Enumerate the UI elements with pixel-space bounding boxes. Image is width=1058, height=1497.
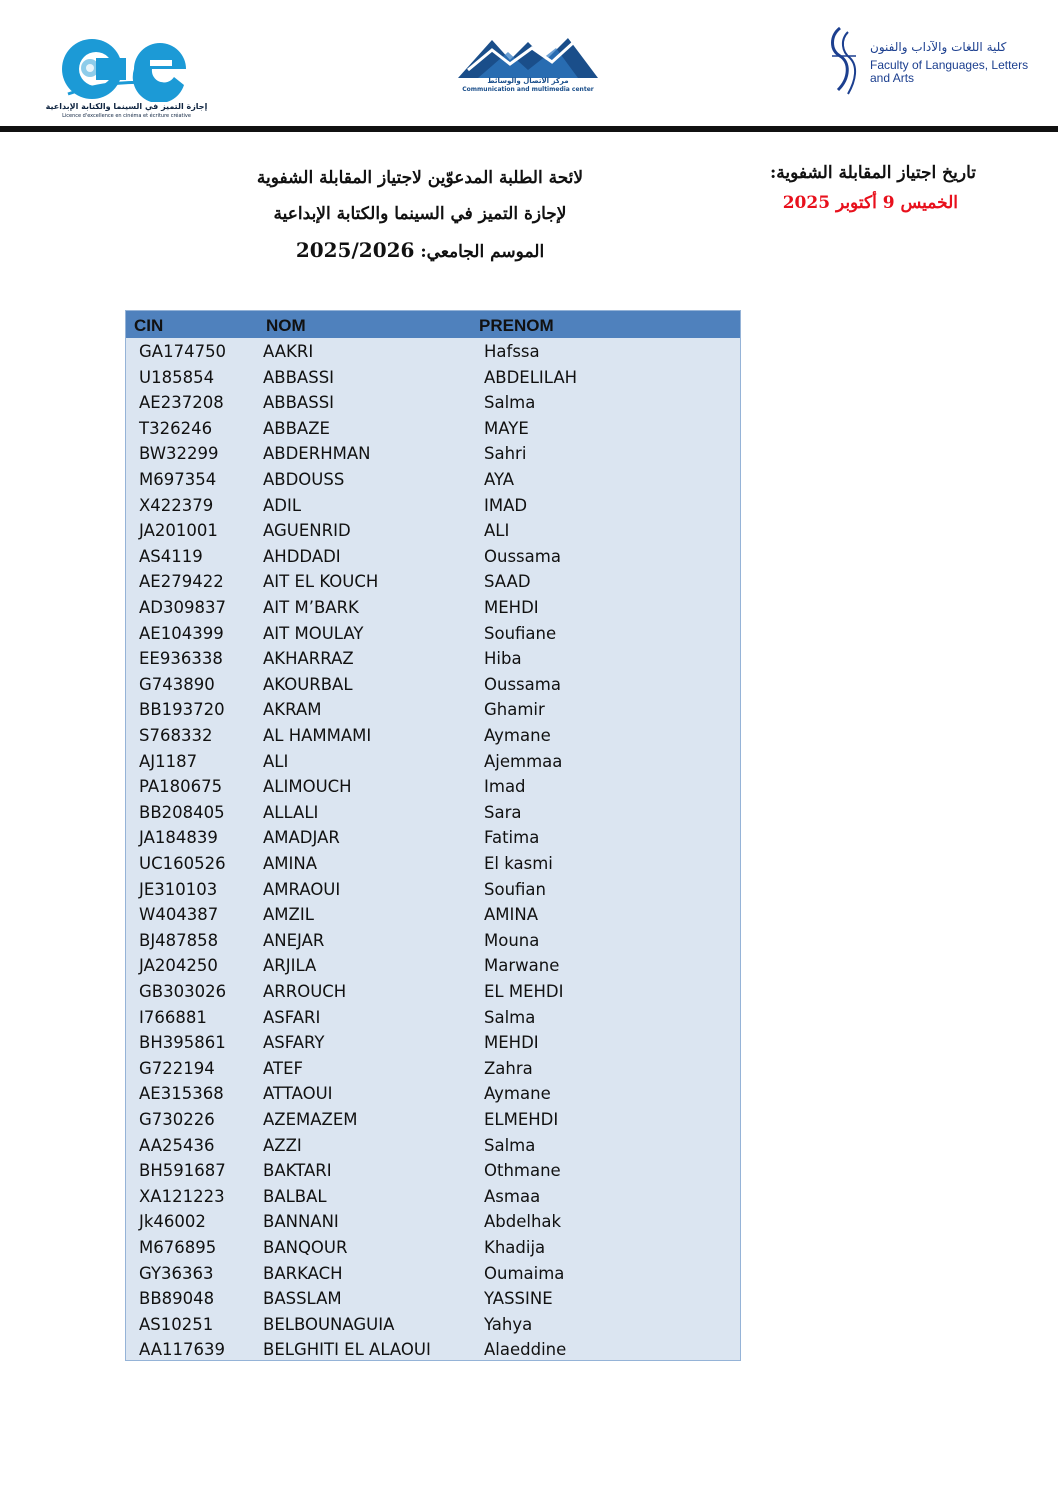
cell-nom: BANNANI: [263, 1212, 339, 1232]
cell-prenom: ABDELILAH: [484, 367, 578, 387]
cell-cin: W404387: [139, 905, 219, 925]
cell-nom: AL HAMMAMI: [263, 726, 372, 745]
table-row: [126, 621, 740, 647]
cell-cin: X422379: [139, 495, 214, 515]
cell-cin: PA180675: [139, 777, 223, 797]
cell-cin: EE936338: [139, 649, 223, 669]
cell-cin: AA117639: [139, 1340, 226, 1360]
cell-cin: AE279422: [139, 572, 224, 592]
cell-prenom: Sara: [484, 802, 522, 822]
document-title: [200, 160, 640, 268]
cell-nom: ARROUCH: [263, 982, 347, 1001]
cell-nom: BANQOUR: [263, 1238, 348, 1257]
cell-prenom: Zahra: [484, 1058, 533, 1078]
cell-prenom: ELMEHDI: [484, 1110, 559, 1129]
table-row: [126, 953, 740, 979]
table-row: [126, 723, 740, 749]
cell-nom: BARKACH: [263, 1263, 343, 1283]
cell-nom: AMADJAR: [263, 828, 340, 848]
cell-cin: BH395861: [139, 1033, 226, 1053]
cell-nom: ABBASSI: [263, 393, 335, 413]
cell-cin: M697354: [139, 470, 217, 489]
table-row: [126, 774, 740, 800]
communication-center-logo: [448, 34, 608, 104]
cell-nom: BELGHITI EL ALAOUI: [263, 1340, 431, 1360]
cell-prenom: Aymane: [484, 726, 551, 745]
cell-prenom: Soufian: [484, 879, 546, 899]
cell-cin: JE310103: [139, 879, 218, 899]
cell-nom: ASFARY: [263, 1033, 325, 1053]
cell-cin: AA25436: [139, 1135, 215, 1155]
cell-nom: AMRAOUI: [263, 879, 341, 899]
table-row: [126, 390, 740, 416]
table-row: [126, 800, 740, 826]
cell-cin: AS4119: [139, 546, 203, 566]
cell-cin: Jk46002: [139, 1212, 206, 1232]
cell-cin: BB208405: [139, 802, 225, 822]
cell-prenom: SAAD: [484, 572, 531, 592]
cell-cin: I766881: [139, 1007, 207, 1027]
cell-nom: ADIL: [263, 495, 302, 515]
cell-nom: AHDDADI: [263, 546, 341, 566]
cell-nom: ABBASSI: [263, 367, 335, 387]
communication-center-caption-en: Communication and multimedia center: [462, 86, 594, 93]
communication-center-caption-ar: مركز الاتصال والوسائط: [487, 77, 569, 85]
faculty-name-en-line1: Faculty of Languages, Letters: [870, 58, 1029, 72]
table-row: [126, 595, 740, 621]
cell-nom: ANEJAR: [263, 930, 325, 950]
ce-logo-caption-fr: Licence d'excellence en cinéma et écriture créative: [62, 113, 191, 119]
academic-year-label: الموسم الجامعي:: [420, 242, 545, 262]
table-row: [126, 1235, 740, 1261]
table-row: [126, 979, 740, 1005]
title-line-3: [200, 232, 640, 268]
table-row: [126, 646, 740, 672]
cell-cin: JA201001: [139, 521, 218, 541]
cell-nom: AMZIL: [263, 905, 314, 925]
cell-cin: G743890: [139, 674, 215, 694]
table-row: [126, 749, 740, 775]
cell-prenom: Fatima: [484, 828, 540, 848]
cell-prenom: AMINA: [484, 905, 539, 925]
cell-cin: G722194: [139, 1058, 215, 1078]
cell-prenom: El kasmi: [484, 854, 553, 873]
ce-logo-caption-ar: إجازة التميز في السينما والكتابة الإبداعية: [45, 102, 208, 111]
exam-date-block: [740, 158, 976, 218]
cell-prenom: Othmane: [484, 1161, 561, 1181]
mountain-logo-icon: [448, 34, 608, 78]
exam-date-label: تاريخ اجتياز المقابلة الشفوية:: [769, 163, 976, 183]
cell-prenom: Sahri: [484, 444, 527, 464]
cell-prenom: MEHDI: [484, 1033, 539, 1053]
column-header-nom: NOM: [266, 316, 306, 335]
cell-cin: GY36363: [139, 1263, 214, 1283]
table-header: [126, 311, 740, 338]
cell-nom: AGUENRID: [263, 521, 351, 541]
cell-nom: BELBOUNAGUIA: [263, 1314, 395, 1334]
cell-prenom: Oussama: [484, 674, 561, 694]
cell-prenom: IMAD: [484, 495, 528, 515]
table-row: [126, 544, 740, 570]
table-row: [126, 1312, 740, 1338]
cell-cin: XA121223: [139, 1186, 225, 1206]
cell-prenom: Ajemmaa: [484, 751, 563, 771]
header-divider: [0, 126, 1058, 132]
cell-nom: AIT EL KOUCH: [263, 572, 379, 592]
cell-nom: AIT MOULAY: [263, 623, 364, 643]
table-row: [126, 1209, 740, 1235]
cell-prenom: Asmaa: [484, 1186, 541, 1206]
cell-prenom: Yahya: [484, 1314, 533, 1334]
cell-prenom: Ghamir: [484, 700, 545, 720]
cell-prenom: Salma: [484, 1007, 536, 1027]
cell-prenom: Salma: [484, 393, 536, 413]
faculty-name-ar: كلية اللغات والآداب والفنون: [870, 40, 1007, 54]
cell-cin: AJ1187: [139, 751, 198, 771]
cell-cin: UC160526: [139, 854, 226, 873]
table-row: [126, 851, 740, 877]
cell-cin: M676895: [139, 1238, 217, 1257]
cell-prenom: EL MEHDI: [484, 982, 564, 1001]
table-row: [126, 1133, 740, 1159]
cell-prenom: Alaeddine: [484, 1340, 567, 1360]
table-row: [126, 1056, 740, 1082]
cell-prenom: Oumaima: [484, 1263, 565, 1283]
cell-prenom: Imad: [484, 777, 526, 797]
cell-nom: ABDERHMAN: [263, 444, 371, 464]
cell-cin: AD309837: [139, 598, 226, 617]
table-row: [126, 1081, 740, 1107]
cell-cin: AE315368: [139, 1084, 224, 1104]
cell-cin: BB193720: [139, 700, 225, 720]
cell-nom: AKOURBAL: [263, 674, 353, 694]
cell-prenom: AYA: [484, 470, 515, 489]
cell-prenom: Hiba: [484, 649, 522, 669]
cell-prenom: Mouna: [484, 930, 540, 950]
cell-cin: T326246: [139, 418, 213, 438]
faculty-emblem-icon: [826, 26, 866, 96]
table-row: [126, 416, 740, 442]
title-line-1: لائحة الطلبة المدعوّين لاجتياز المقابلة الشفوية: [256, 168, 584, 188]
table-row: [126, 1184, 740, 1210]
table-row: [126, 1286, 740, 1312]
cell-cin: BW32299: [139, 444, 219, 464]
cell-prenom: MAYE: [484, 418, 529, 438]
cell-cin: BB89048: [139, 1289, 215, 1309]
cell-prenom: Aymane: [484, 1084, 551, 1104]
cell-cin: BJ487858: [139, 930, 219, 950]
table-row: [126, 518, 740, 544]
cell-nom: ALIMOUCH: [263, 777, 352, 797]
cell-prenom: Khadija: [484, 1238, 546, 1257]
cell-cin: GB303026: [139, 982, 227, 1001]
table-row: [126, 1005, 740, 1031]
cell-nom: BAKTARI: [263, 1161, 332, 1181]
students-table: [125, 310, 741, 1361]
cell-cin: AE104399: [139, 623, 224, 643]
cell-prenom: Soufiane: [484, 623, 557, 643]
cell-nom: ALI: [263, 751, 289, 771]
cell-cin: AE237208: [139, 393, 224, 413]
cell-nom: ATTAOUI: [263, 1084, 333, 1104]
table-row: [126, 1261, 740, 1287]
table-row: [126, 493, 740, 519]
cell-prenom: Abdelhak: [484, 1212, 562, 1232]
cell-cin: S768332: [139, 726, 213, 745]
table-row: [126, 365, 740, 391]
ce-logo: [44, 36, 214, 126]
cell-nom: BASSLAM: [263, 1289, 342, 1309]
ce-logo-icon: [58, 36, 208, 102]
cell-nom: ASFARI: [263, 1007, 321, 1027]
table-row: [126, 672, 740, 698]
cell-prenom: Hafssa: [484, 342, 540, 361]
table-row: [126, 1030, 740, 1056]
cell-nom: BALBAL: [263, 1186, 327, 1206]
title-line-2: لإجازة التميز في السينما والكتابة الإبداعية: [273, 204, 567, 224]
cell-nom: ALLALI: [263, 802, 319, 822]
table-row: [126, 825, 740, 851]
cell-cin: JA184839: [139, 828, 218, 848]
cell-prenom: MEHDI: [484, 598, 539, 617]
cell-cin: U185854: [139, 367, 215, 387]
column-header-prenom: PRENOM: [479, 316, 554, 335]
cell-cin: BH591687: [139, 1161, 226, 1181]
cell-cin: G730226: [139, 1110, 215, 1129]
cell-cin: AS10251: [139, 1314, 214, 1334]
exam-date-value: الخميس 9 أكتوبر 2025: [782, 193, 958, 213]
table-row: [126, 1107, 740, 1133]
cell-prenom: Marwane: [484, 956, 560, 976]
table-row: [126, 697, 740, 723]
table-row: [126, 441, 740, 467]
academic-year-value: 2025/2026: [295, 238, 415, 262]
cell-nom: ABBAZE: [263, 418, 330, 438]
cell-prenom: YASSINE: [484, 1289, 553, 1309]
cell-nom: AZEMAZEM: [263, 1110, 358, 1129]
table-row: [126, 928, 740, 954]
column-header-cin: CIN: [134, 316, 164, 335]
page-header: [0, 0, 1058, 140]
cell-nom: AKHARRAZ: [263, 649, 354, 669]
cell-nom: AAKRI: [263, 342, 314, 361]
cell-nom: ATEF: [263, 1058, 304, 1078]
faculty-name-en-line2: and Arts: [870, 71, 915, 85]
table-row: [126, 1337, 740, 1363]
cell-nom: AIT M’BARK: [263, 598, 359, 617]
cell-prenom: ALI: [484, 521, 510, 541]
cell-prenom: Salma: [484, 1135, 536, 1155]
table-row: [126, 339, 740, 365]
table-row: [126, 877, 740, 903]
cell-nom: ARJILA: [263, 956, 317, 976]
cell-nom: ABDOUSS: [263, 470, 345, 489]
cell-nom: AKRAM: [263, 700, 322, 720]
cell-nom: AZZI: [263, 1135, 302, 1155]
cell-cin: JA204250: [139, 956, 218, 976]
cell-prenom: Oussama: [484, 546, 561, 566]
table-row: [126, 902, 740, 928]
cell-cin: GA174750: [139, 342, 227, 361]
faculty-logo: [826, 26, 1046, 96]
table-row: [126, 1158, 740, 1184]
cell-nom: AMINA: [263, 854, 318, 873]
table-row: [126, 569, 740, 595]
table-row: [126, 467, 740, 493]
